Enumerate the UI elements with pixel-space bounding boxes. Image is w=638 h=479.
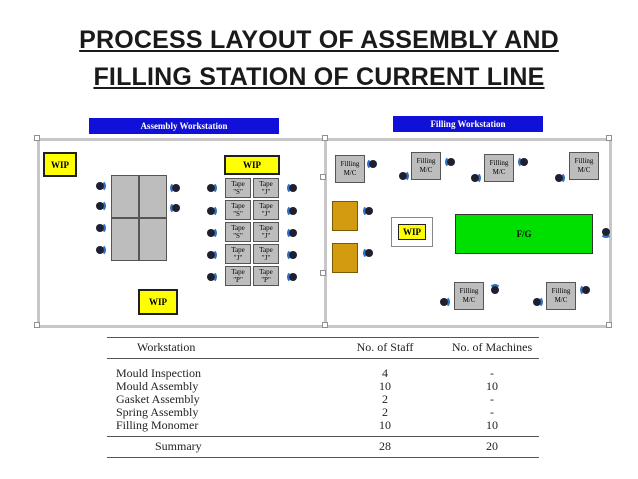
operator-icon bbox=[94, 244, 106, 256]
assembly-workstation-banner: Assembly Workstation bbox=[89, 118, 279, 134]
operator-icon bbox=[397, 170, 409, 182]
operator-icon bbox=[553, 172, 565, 184]
operator-icon bbox=[205, 182, 217, 194]
operator-icon bbox=[363, 205, 375, 217]
table-row: Filling Monomer 10 10 bbox=[116, 418, 498, 432]
operator-icon bbox=[170, 182, 182, 194]
inspection-table bbox=[139, 218, 167, 261]
tape-station: Tape "S" bbox=[225, 222, 251, 242]
column-post bbox=[322, 135, 328, 141]
operator-icon bbox=[287, 249, 299, 261]
column-header-workstation: Workstation bbox=[107, 338, 325, 359]
table-row: Mould Inspection 4 - bbox=[116, 366, 494, 380]
inspection-table bbox=[111, 218, 139, 261]
tape-station: Tape "J" bbox=[253, 178, 279, 198]
filling-machine: Filling M/C bbox=[569, 152, 599, 180]
tape-station: Tape "J" bbox=[253, 244, 279, 264]
operator-icon bbox=[94, 200, 106, 212]
filling-machine: Filling M/C bbox=[335, 155, 365, 183]
filling-workstation-banner: Filling Workstation bbox=[393, 116, 543, 132]
column-post bbox=[34, 135, 40, 141]
table-row: Gasket Assembly 2 - bbox=[116, 392, 494, 406]
column-post bbox=[606, 135, 612, 141]
workstation-summary-table bbox=[107, 337, 539, 458]
conveyor-block bbox=[332, 201, 358, 231]
column-post bbox=[322, 322, 328, 328]
filling-machine: Filling M/C bbox=[411, 152, 441, 180]
dividing-wall bbox=[324, 141, 327, 325]
wip-area-assembly-center: WIP bbox=[224, 155, 280, 175]
operator-icon bbox=[489, 284, 501, 296]
slide-title-line-1: PROCESS LAYOUT OF ASSEMBLY AND bbox=[79, 26, 559, 54]
column-post bbox=[34, 322, 40, 328]
tape-station: Tape "J" bbox=[253, 200, 279, 220]
operator-icon bbox=[94, 180, 106, 192]
column-header-machines: No. of Machines bbox=[445, 338, 539, 359]
operator-icon bbox=[205, 205, 217, 217]
operator-icon bbox=[205, 271, 217, 283]
operator-icon bbox=[600, 226, 612, 238]
table-row: Spring Assembly 2 - bbox=[116, 405, 494, 419]
operator-icon bbox=[287, 182, 299, 194]
tape-station: Tape "P" bbox=[225, 266, 251, 286]
operator-icon bbox=[205, 249, 217, 261]
filling-machine: Filling M/C bbox=[454, 282, 484, 310]
operator-icon bbox=[287, 227, 299, 239]
operator-icon bbox=[367, 158, 379, 170]
operator-icon bbox=[518, 156, 530, 168]
operator-icon bbox=[438, 296, 450, 308]
filling-machine: Filling M/C bbox=[546, 282, 576, 310]
tape-station: Tape "J" bbox=[253, 222, 279, 242]
column-post bbox=[320, 174, 326, 180]
operator-icon bbox=[205, 227, 217, 239]
tape-station: Tape "S" bbox=[225, 178, 251, 198]
finished-goods-area: F/G bbox=[455, 214, 593, 254]
operator-icon bbox=[363, 247, 375, 259]
tape-station: Tape "J" bbox=[225, 244, 251, 264]
inspection-table bbox=[111, 175, 139, 218]
slide-title-line-2: FILLING STATION OF CURRENT LINE bbox=[93, 63, 545, 91]
column-post bbox=[320, 270, 326, 276]
inspection-table bbox=[139, 175, 167, 218]
summary-row: Summary 28 20 bbox=[107, 437, 539, 458]
conveyor-block bbox=[332, 243, 358, 273]
tape-station: Tape "P" bbox=[253, 266, 279, 286]
operator-icon bbox=[170, 202, 182, 214]
operator-icon bbox=[287, 271, 299, 283]
operator-icon bbox=[469, 172, 481, 184]
operator-icon bbox=[445, 156, 457, 168]
operator-icon bbox=[580, 284, 592, 296]
table-row: Mould Assembly 10 10 bbox=[116, 379, 498, 393]
tape-station: Tape "S" bbox=[225, 200, 251, 220]
wip-area-assembly-left: WIP bbox=[43, 152, 77, 177]
column-header-staff: No. of Staff bbox=[325, 338, 445, 359]
operator-icon bbox=[94, 222, 106, 234]
column-post bbox=[606, 322, 612, 328]
wip-area-assembly-bottom: WIP bbox=[138, 289, 178, 315]
filling-machine: Filling M/C bbox=[484, 154, 514, 182]
operator-icon bbox=[287, 205, 299, 217]
wip-area-filling: WIP bbox=[391, 217, 433, 247]
operator-icon bbox=[531, 296, 543, 308]
